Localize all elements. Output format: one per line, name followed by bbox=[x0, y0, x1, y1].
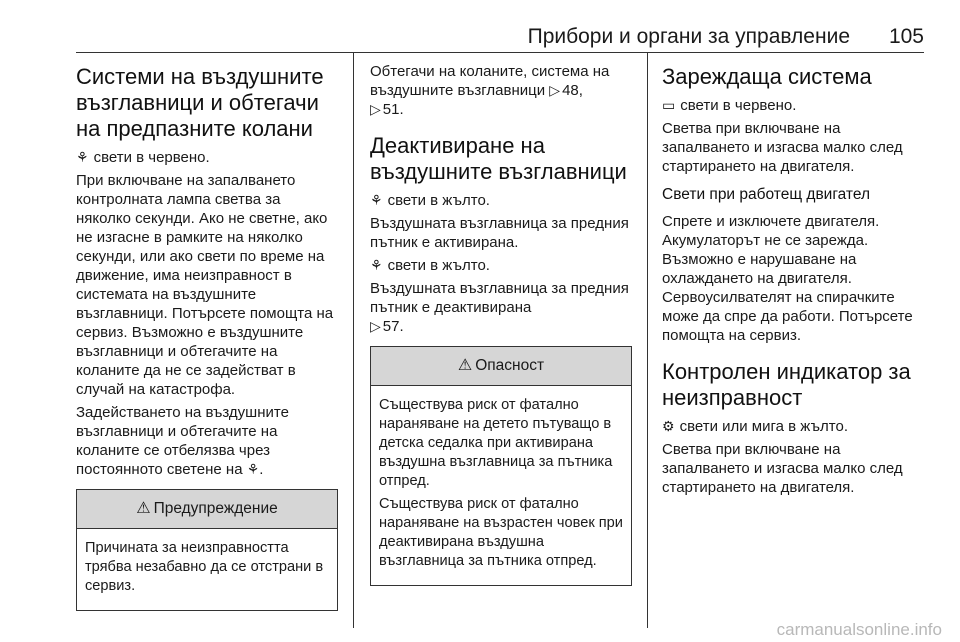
airbag-deploy-text: Задействането на въздушните възглавници и обтегачите на коланите се отбелязва чрез постоянното светене на ⚘. bbox=[76, 404, 289, 478]
airbag-off-description: Въздушната възглавница за предния пътник е деактивирана ▷ 57. bbox=[370, 280, 629, 335]
passenger-airbag-off-icon: ⚘ bbox=[370, 257, 383, 273]
warning-triangle-icon: ⚠ bbox=[136, 500, 151, 517]
page-reference-icon: ▷ bbox=[370, 318, 381, 334]
malfunction-description: Светва при включване на запалването и изгасва малко след стартирането на двигателя. bbox=[662, 441, 903, 496]
page-number: 105 bbox=[888, 25, 924, 48]
airbag-description: При включване на запалването контролната лампа светва за няколко секунди. Ако не светне, ако не изгасне в рамките на няколко секунди, или ако свети по време на движение, има неизправност в системата на въздушните възглавници. Потърсете помощта на сервиз. Възможно е въздушните възглавници и обтегачите на коланите да не се задействат в случай на катастрофа. bbox=[76, 172, 334, 398]
check-engine-icon: ⚙ bbox=[662, 418, 675, 434]
column-3 bbox=[662, 62, 926, 501]
danger-text-1: Съществува риск от фатално нараняване на детето пътуващо в детска седалка при активирана въздушна възглавница за пътника отпред. bbox=[379, 397, 613, 489]
danger-box bbox=[370, 346, 632, 586]
charging-description: Светва при включване на запалването и изгасва малко след стартирането на двигателя. bbox=[662, 120, 903, 175]
airbag-icon: ⚘ bbox=[246, 461, 260, 477]
warning-box bbox=[76, 489, 338, 611]
column-divider-2 bbox=[647, 52, 648, 628]
passenger-airbag-on-icon: ⚘ bbox=[370, 192, 383, 208]
warning-header: ⚠ Предупреждение bbox=[77, 490, 337, 529]
watermark: carmanualsonline.info bbox=[776, 620, 942, 639]
malfunction-indicator-heading: Контролен индикатор за неизправност bbox=[662, 359, 911, 410]
engine-running-text: Спрете и изключете двигателя. Акумулаторът не се зарежда. Възможно е нарушаване на охлаждането на двигателя. Сервоусилвателят на спирачките може да спре да работи. Потърсете помощта на сервиз. bbox=[662, 213, 913, 344]
section-title: Прибори и органи за управление bbox=[527, 25, 850, 48]
airbag-deactivation-heading: Деактивиране на въздушните възглавници bbox=[370, 133, 627, 184]
airbag-system-heading: Системи на въздушните възглавници и обтегачи на предпазните колани bbox=[76, 64, 324, 141]
page-reference-icon: ▷ bbox=[549, 82, 561, 98]
column-2 bbox=[370, 62, 632, 586]
danger-header: ⚠ Опасност bbox=[371, 347, 631, 386]
airbag-icon: ⚘ bbox=[76, 149, 89, 165]
airbag-on-description: Въздушната възглавница за предния пътник е активирана. bbox=[370, 215, 629, 251]
malfunction-status: ⚙ свети или мига в жълто. bbox=[662, 418, 848, 435]
column-divider-1 bbox=[353, 52, 354, 628]
airbag-off-status: ⚘ свети в жълто. bbox=[370, 257, 490, 274]
header-rule bbox=[76, 52, 924, 53]
charging-system-heading: Зареждаща система bbox=[662, 64, 872, 89]
danger-text-2: Съществува риск от фатално нараняване на възрастен човек при деактивирана въздушна възглавница за пътника отпред. bbox=[379, 496, 623, 569]
airbag-on-status: ⚘ свети в жълто. bbox=[370, 192, 490, 209]
column-1 bbox=[76, 62, 338, 611]
page-header bbox=[0, 0, 960, 56]
warning-text: Причината за неизправността трябва незабавно да се отстрани в сервиз. bbox=[85, 540, 324, 594]
charging-status: ▭ свети в червено. bbox=[662, 97, 797, 114]
seatbelt-reference-text: Обтегачи на коланите, система на въздушните възглавници ▷ 48, ▷ 51. bbox=[370, 63, 610, 118]
warning-triangle-icon: ⚠ bbox=[457, 357, 473, 374]
battery-icon: ▭ bbox=[662, 97, 676, 113]
page-reference-icon: ▷ bbox=[370, 101, 381, 117]
engine-running-heading: Свети при работещ двигател bbox=[662, 186, 871, 203]
airbag-status-text: ⚘ свети в червено. bbox=[76, 149, 210, 166]
